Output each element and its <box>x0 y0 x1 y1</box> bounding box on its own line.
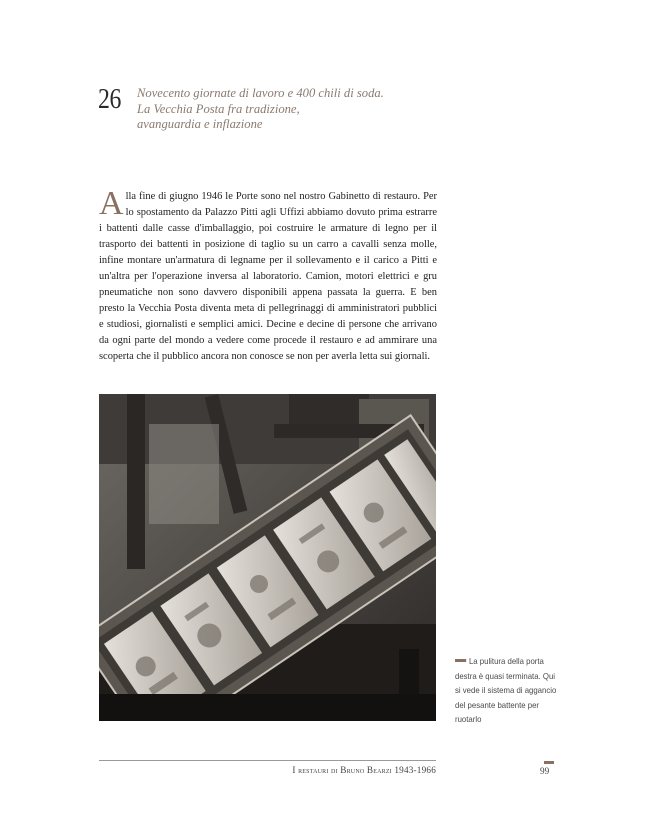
body-text: lla fine di giugno 1946 le Porte sono nel nostro Gabinetto di restauro. Per lo spostamento da Palazzo Pitti agli Uffizi abbiamo dovuto prima estrarre i battenti dalle casse d'imballaggio, poi costruire le armature di legno per il trasporto dei battenti in posizione di taglio su un carro a cavalli senza molle, infine montare un'armatura di legname per il sollevamento e il carico a Pitti e un'altra per l'operazione inversa al laboratorio. Camion, motori elettrici e gru pneumatiche non sono davvero disponibili appena passata la guerra. E ben presto la Vecchia Posta diventa meta di pellegrinaggi di amministratori pubblici e studiosi, giornalisti e semplici amici. Decine e decine di persone che arrivano da ogni parte del mondo a vedere come procede il restauro e ad ammirare una scoperta che il pubblico ancora non conosce se non per averla letta sui giornali. <box>99 191 437 362</box>
caption-text: La pulitura della porta destra è quasi terminata. Qui si vede il sistema di aggancio del pesante battente per ruotarlo <box>455 656 557 725</box>
page-number: 99 <box>540 766 550 776</box>
page-number-marker <box>544 761 554 764</box>
photo-illustration <box>99 394 436 721</box>
drop-cap: A <box>99 185 124 222</box>
restoration-photo <box>99 394 436 721</box>
chapter-title <box>137 86 457 133</box>
chapter-title-line: Novecento giornate di lavoro e 400 chili di soda. <box>137 86 384 100</box>
chapter-title-line: La Vecchia Posta fra tradizione, <box>137 101 300 116</box>
chapter-title-line: avanguardia e inflazione <box>137 117 263 131</box>
caption-marker <box>455 659 466 662</box>
chapter-number: 26 <box>98 83 121 115</box>
footer-rule <box>99 760 436 761</box>
body-paragraph <box>99 185 437 365</box>
running-title: I restauri di Bruno Bearzi 1943-1966 <box>292 765 436 775</box>
photo-caption <box>455 654 557 727</box>
